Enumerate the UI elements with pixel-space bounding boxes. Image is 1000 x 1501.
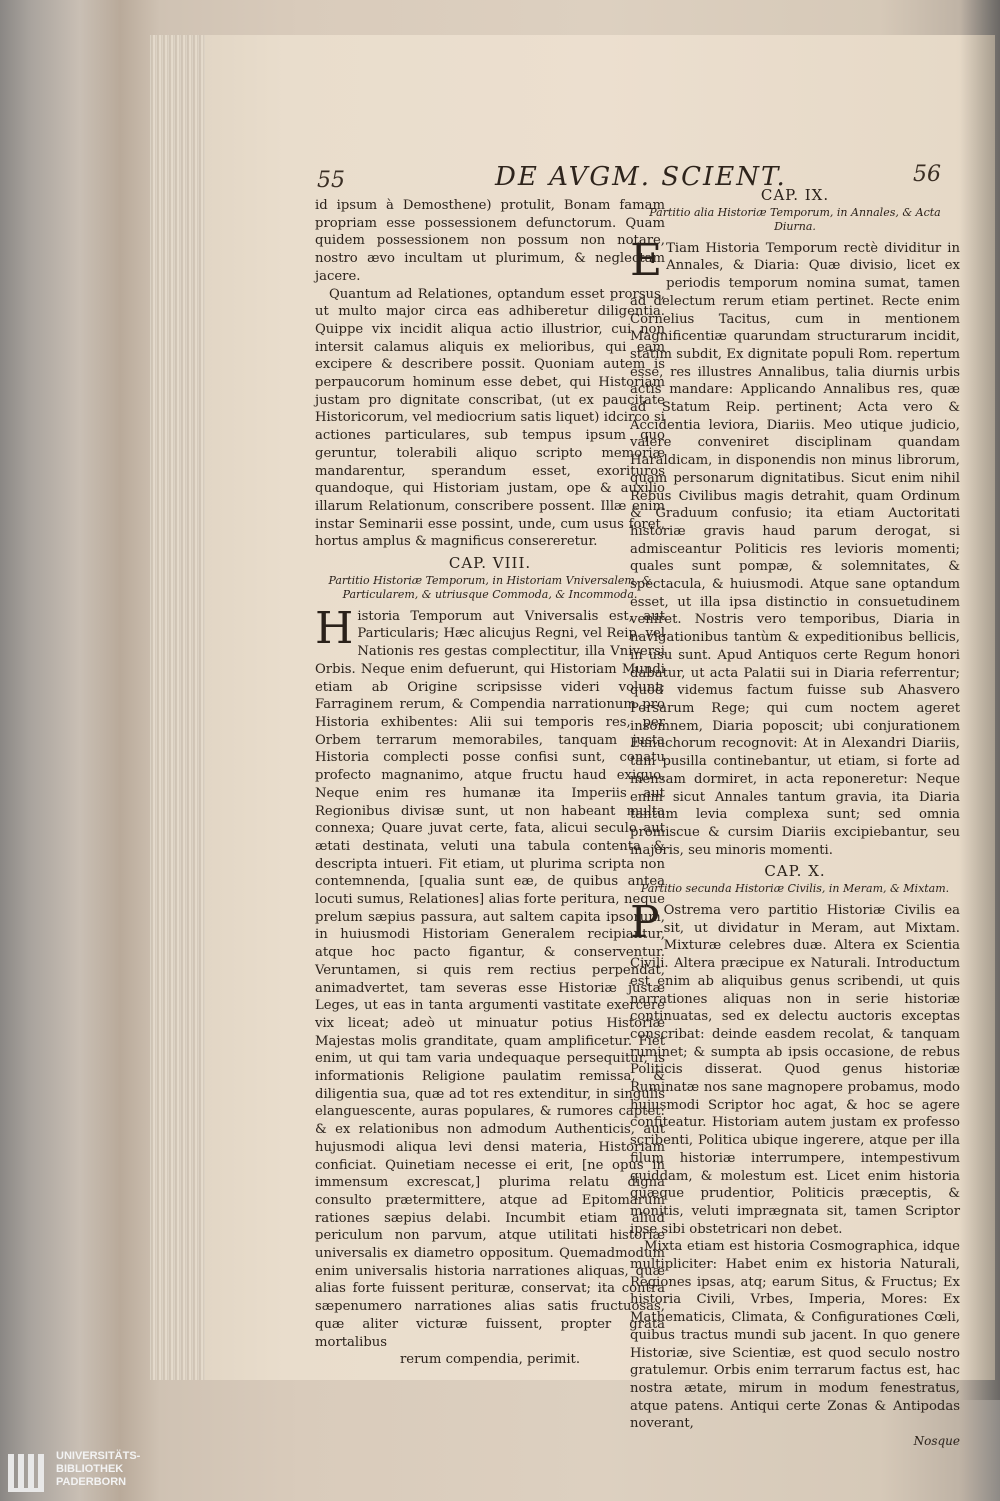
right-column xyxy=(630,186,960,1451)
chapter-heading: CAP. IX. xyxy=(760,186,830,204)
chapter-subtitle: Partitio alia Historiæ Temporum, in Annales, & Acta Diurna. xyxy=(649,205,941,233)
paragraph-tail: rerum compendia, perimit. xyxy=(399,1352,581,1368)
paragraph: Tiam Historia Temporum rectè dividitur in Annales, & Diaria: Quæ divisio, licet ex periodis temporum nomina sumat, tamen ad delectum rerum etiam pertinet. Recte enim Cornelius Tacitus, cum in mentionem Magnificentiæ quarundam structurarum incidit, statim subdit, Ex dignitate populi Rom. repertum esse, res illustres Annalibus, talia diurnis urbis actis mandare: Applicando Annalibus res, quæ ad Statum Reip. pertinent; Acta vero & Accidentia leviora, Diariis. Meo utique judicio, valere conveniret disciplinam quandam Haraldicam, in disponendis non minus librorum, quam personarum dignitatibus. Sicut enim nihil Rebus Civilibus magis detrahit, quam Ordinum & Graduum confusio; ita etiam Auctoritati historiæ gravis haud parum derogat, si admisceantur Politicis res levioris momenti; quales sunt pompæ, & solemnitates, & spectacula, & huiusmodi. Atque sane optandum esset, ut illa ipsa distinctio in consuetudinem veniret. Nostris vero temporibus, Diaria in navigationibus tantùm & expeditionibus bellicis, in usu sunt. Apud Antiquos certe Regum honori dabatur, ut acta Palatii sui in Diaria referrentur; quod videmus factum fuisse sub Ahasvero Persarum Rege; qui cum noctem ageret insomnem, Diaria poposcit; ubi conjurationem Eunuchorum recognovit: At in Alexandri Diariis, tam pusilla continebantur, ut etiam, si forte ad mensam dormiret, in acta reponeretur: Neque enim sicut Annales tantum gravia, ita Diaria tantum levia complexa sunt; sed omnia promiscue & cursim Diariis excipiebantur, seu majoris, seu minoris momenti. xyxy=(630,240,960,858)
catchword: Nosque xyxy=(913,1434,960,1449)
chapter-subtitle: Partitio Historiæ Temporum, in Historiam Vniversalem, & Particularem, & utriusque Commoda, & Incommoda. xyxy=(328,573,652,601)
paragraph: Mixta etiam est historia Cosmographica, idque multipliciter: Habet enim ex historia Naturali, Regiones ipsas, atq; earum Situs, & Fructus; Ex historia Civili, Vrbes, Imperia, Mores: Ex Mathematicis, Climata, & Configurationes Cœli, quibus tractus mundi sub jacent. In quo genere Historiæ, sive Scientiæ, est quod seculo nostro gratulemur. Orbis enim terrarum factus est, hac nostra ætate, mirum in modum fenestratus, atque patens. Antiqui certe Zonas & Antipodas noverant, xyxy=(630,1239,960,1432)
paragraph: istoria Temporum aut Vniversalis est, aut Particularis; Hæc alicujus Regni, vel Reip. vel Nationis res gestas complectitur, illa Vniversi Orbis. Neque enim defuerunt, qui Historiam Mundi etiam ab Origine scripsisse videri volunt; Farraginem rerum, & Compendia narrationum pro Historia exhibentes: Alii sui temporis res, per Orbem terrarum memorabiles, tanquam justa Historia complecti posse confisi sunt, conatu profecto magnanimo, atque fructu haud exiguo. Neque enim res humanæ ita Imperiis aut Regionibus divisæ sunt, ut non habeant multa connexa; Quare juvat certe, fata, alicui seculo aut ætati destinata, veluti una tabula contenta & descripta intueri. Fit etiam, ut plurima scripta non contemnenda, [qualia sunt eæ, de quibus antea locuti sumus, Relationes] alias forte peritura, neque prelum sæpius passura, aut saltem capita ipsorum, in huiusmodi Historiam Generalem recipiantur, atque hoc pacto figantur, & conserventur. Veruntamen, si quis rem rectius perpendat, animadvertet, tam severas esse Historiæ justæ Leges, ut eas in tanta argumenti vastitate exercere vix liceat; adeò ut minuatur potius Historiæ Majestas molis granditate, quam amplificetur. Fiet enim, ut qui tam varia undequaque persequitur, is informationis Religione paulatim remissa, & diligentia sua, quæ ad tot res extenditur, in singulis elanguescente, auras populares, & rumores captet: & ex relationibus non admodum Authenticis, aut hujusmodi aliqua levi densi materia, Historiam conficiat. Quinetiam necesse ei erit, [ne opus in immensum excrescat,] plurima relatu digna consulto prætermittere, atque ad Epitomarum rationes sæpius delabi. Incumbit etiam aliud periculum non parvum, atque utilitati historiæ universalis ex diametro oppositum. Quemadmodum enim universalis historia narrationes aliquas, quæ alias forte fuissent perituræ, conservat; ita contra sæpenumero narrationes alias satis fructuosas, quæ aliter victuræ fuissent, propter grata mortalibus xyxy=(315,608,665,1350)
running-title: DE AVGM. SCIENT. xyxy=(495,162,787,192)
library-logo-text xyxy=(56,1450,140,1489)
paragraph: Ostrema vero partitio Historiæ Civilis ea sit, ut dividatur in Meram, aut Mixtam. Mixturæ celebres duæ. Altera ex Scientia Civili. Altera præcipue ex Naturali. Introductum est enim ab aliquibus genus scribendi, ut quis narrationes aliquas non in serie historiæ continuatas, sed ex delectu auctoris exceptas conscribat: deinde easdem recolat, & tanquam ruminet; & sumpta ab ipsis occasione, de rebus Politicis disserat. Quod genus historiæ Ruminatæ nos sane magnopere probamus, modo hujusmodi Scriptor hoc agat, & hoc se agere confiteatur. Historiam autem justam ex professo scribenti, Politica ubique ingerere, atque per illa filum historiæ interrumpere, intempestivum quiddam, & molestum est. Licet enim historia quæque prudentior, Politicis præceptis, & monitis, veluti imprægnata sit, tamen Scriptor ipse sibi obstetricari non debet. xyxy=(630,903,960,1237)
book-page xyxy=(205,35,995,1449)
drop-initial: H xyxy=(315,602,354,654)
paragraph: id ipsum à Demosthene) protulit, Bonam famam propriam esse possessionem defunctorum. Quam quidem possessionem non possum non notare, nostro ævo incultam ut plurimum, & neglectam jacere. xyxy=(315,198,665,284)
logo-line: UNIVERSITÄTS- xyxy=(56,1450,141,1462)
chapter-heading: CAP. X. xyxy=(764,862,826,881)
chapter-subtitle: Partitio secunda Historiæ Civilis, in Meram, & Mixtam. xyxy=(640,882,950,896)
drop-initial: P xyxy=(630,897,660,949)
page-number-right: 56 xyxy=(913,162,941,187)
logo-line: BIBLIOTHEK xyxy=(56,1463,124,1475)
drop-initial: E xyxy=(630,234,663,286)
page-number-left: 55 xyxy=(317,168,345,193)
chapter-heading: CAP. VIII. xyxy=(448,554,532,573)
binding-shadow xyxy=(960,0,1000,1400)
logo-line: PADERBORN xyxy=(56,1476,127,1488)
paragraph: Quantum ad Relationes, optandum esset prorsus, ut multo major circa eas adhiberetur diligentia. Quippe vix incidit aliqua actio illustrior, cui non intersit calamus aliquis ex melioribus, qui eam excipere & describere possit. Quoniam autem is perpaucorum hominum esse debet, qui Historiam justam pro dignitate conscribat, (ut ex paucitate Historicorum, vel mediocrium satis liquet) idcirco si actiones particulares, sub tempus ipsum quo geruntur, tolerabili aliquo scripto memoriæ mandarentur, sperandum esset, exorituros quandoque, qui Historiam justam, ope & auxilio illarum Relationum, conscribere possent. Illæ enim instar Seminarii esse possint, unde, cum usus foret, hortus amplus & magnificus consereretur. xyxy=(315,286,665,550)
library-logo-icon xyxy=(6,1450,50,1494)
left-column xyxy=(315,197,665,1369)
